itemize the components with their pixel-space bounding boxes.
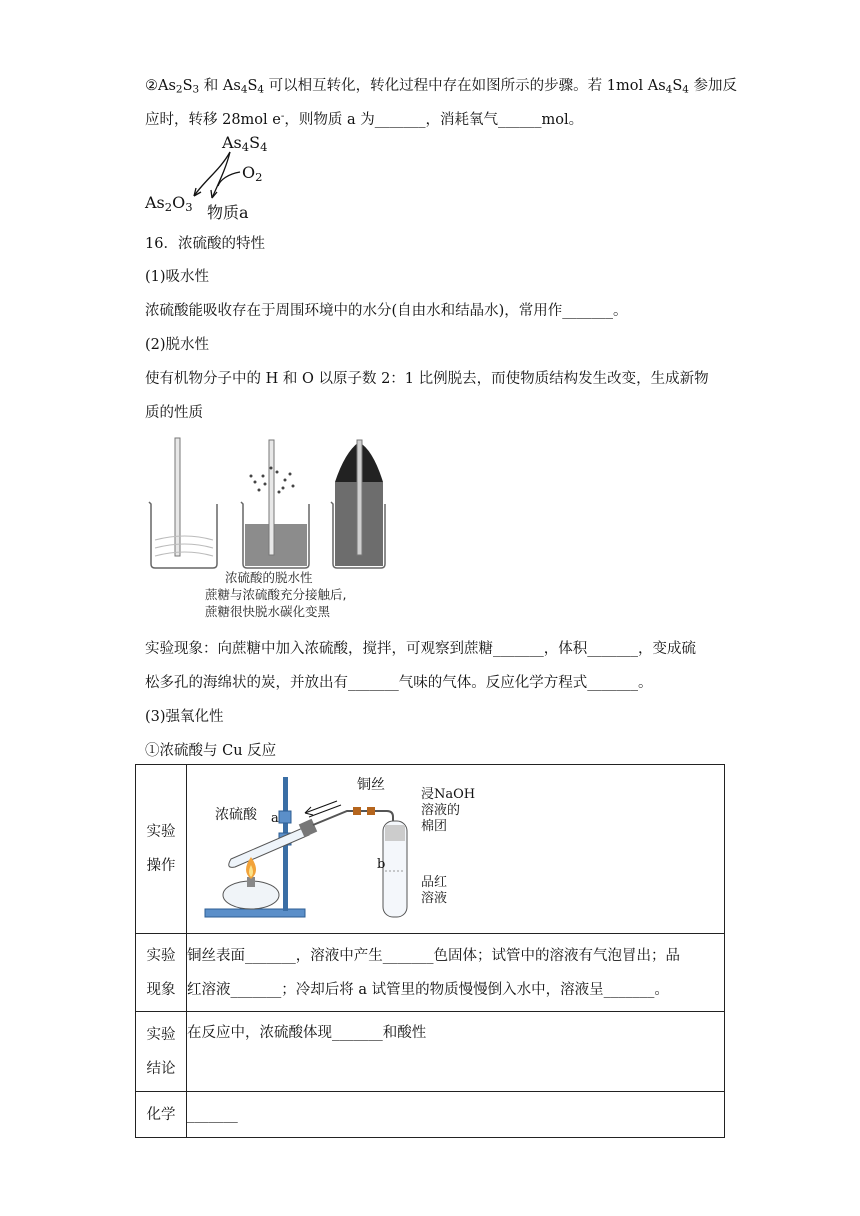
q16-p2-head: (2)脱水性 xyxy=(145,337,210,353)
label-phenomenon: 实验 现象 xyxy=(136,934,187,1012)
beaker-3 xyxy=(331,440,385,568)
q16-p2-body1: 使有机物分子中的 H 和 O 以原子数 2：1 比例脱去，而使物质结构发生改变，生成新物 xyxy=(145,371,709,387)
equation-cell: _______ xyxy=(187,1092,725,1138)
q16-phenomenon-1: 实验现象：向蔗糖中加入浓硫酸，搅拌，可观察到蔗糖_______，体积_______，变成硫 xyxy=(145,641,696,657)
caption-line1: 浓硫酸的脱水性 xyxy=(225,570,313,585)
scheme-arrows xyxy=(180,150,263,210)
q16-p1-body: 浓硫酸能吸收存在于周围环境中的水分(自由水和结晶水)，常用作_______。 xyxy=(145,303,628,319)
table-row-equation xyxy=(136,1092,725,1138)
label-naoh-1: 浸NaOH xyxy=(421,787,476,802)
beaker-1 xyxy=(149,438,217,568)
scheme-as2o3: $As_2O_3$ xyxy=(145,193,193,214)
label-wire: 铜丝 xyxy=(357,777,385,793)
label-naoh-2: 溶液的 xyxy=(421,803,461,818)
scheme-product-a: 物质a xyxy=(207,203,249,222)
q15-line2: 应时，转移 28mol e-，则物质 a 为_______，消耗氧气______mol。 xyxy=(145,109,584,128)
caption-line2: 蔗糖与浓硫酸充分接触后, xyxy=(205,587,347,602)
scheme-top-as4s4: $As_4S_4$ xyxy=(222,133,268,154)
label-red-2: 溶液 xyxy=(421,891,448,906)
beaker-2 xyxy=(241,440,309,568)
q16-p3-sub: ①浓硫酸与 Cu 反应 xyxy=(145,743,277,759)
q16-p1-head: (1)吸水性 xyxy=(145,269,210,285)
caption-line3: 蔗糖很快脱水碳化变黑 xyxy=(205,604,331,619)
table-row-conclusion xyxy=(136,1012,725,1092)
label-a: a xyxy=(271,811,279,826)
scheme-o2: $O_2$ xyxy=(242,163,263,184)
label-naoh-3: 棉团 xyxy=(421,819,448,834)
table-row-operation xyxy=(136,765,725,934)
conclusion-cell: 在反应中，浓硫酸体现_______和酸性 xyxy=(187,1012,725,1092)
label-red-1: 品红 xyxy=(421,875,448,890)
q16-p2-body2: 质的性质 xyxy=(145,405,203,421)
q16-title: 16．浓硫酸的特性 xyxy=(145,236,265,252)
table-row-phenomenon xyxy=(136,934,725,1012)
experiment-table xyxy=(135,764,725,1138)
q16-phenomenon-2: 松多孔的海绵状的炭，并放出有_______气味的气体。反应化学方程式_______。 xyxy=(145,675,653,691)
phenomenon-cell: 铜丝表面_______，溶液中产生_______色固体；试管中的溶液有气泡冒出；品 红溶液_______；冷却后将 a 试管里的物质慢慢倒入水中，溶液呈_______。 xyxy=(187,934,725,1012)
q15-line1: $②As_2S_3$ 和 $As_4S_4$ 可以相互转化，转化过程中存在如图所示的步骤。若 1mol $As_4S_4$ 参加反 xyxy=(145,78,738,96)
label-operation: 实验 操作 xyxy=(136,765,187,934)
label-acid: 浓硫酸 xyxy=(215,807,257,823)
dehydration-illustration xyxy=(145,432,395,572)
label-conclusion: 实验 结论 xyxy=(136,1012,187,1092)
q16-p3-head: (3)强氧化性 xyxy=(145,709,224,725)
label-b: b xyxy=(377,857,386,872)
label-equation: 化学 xyxy=(136,1092,187,1138)
apparatus-cell xyxy=(187,765,725,934)
